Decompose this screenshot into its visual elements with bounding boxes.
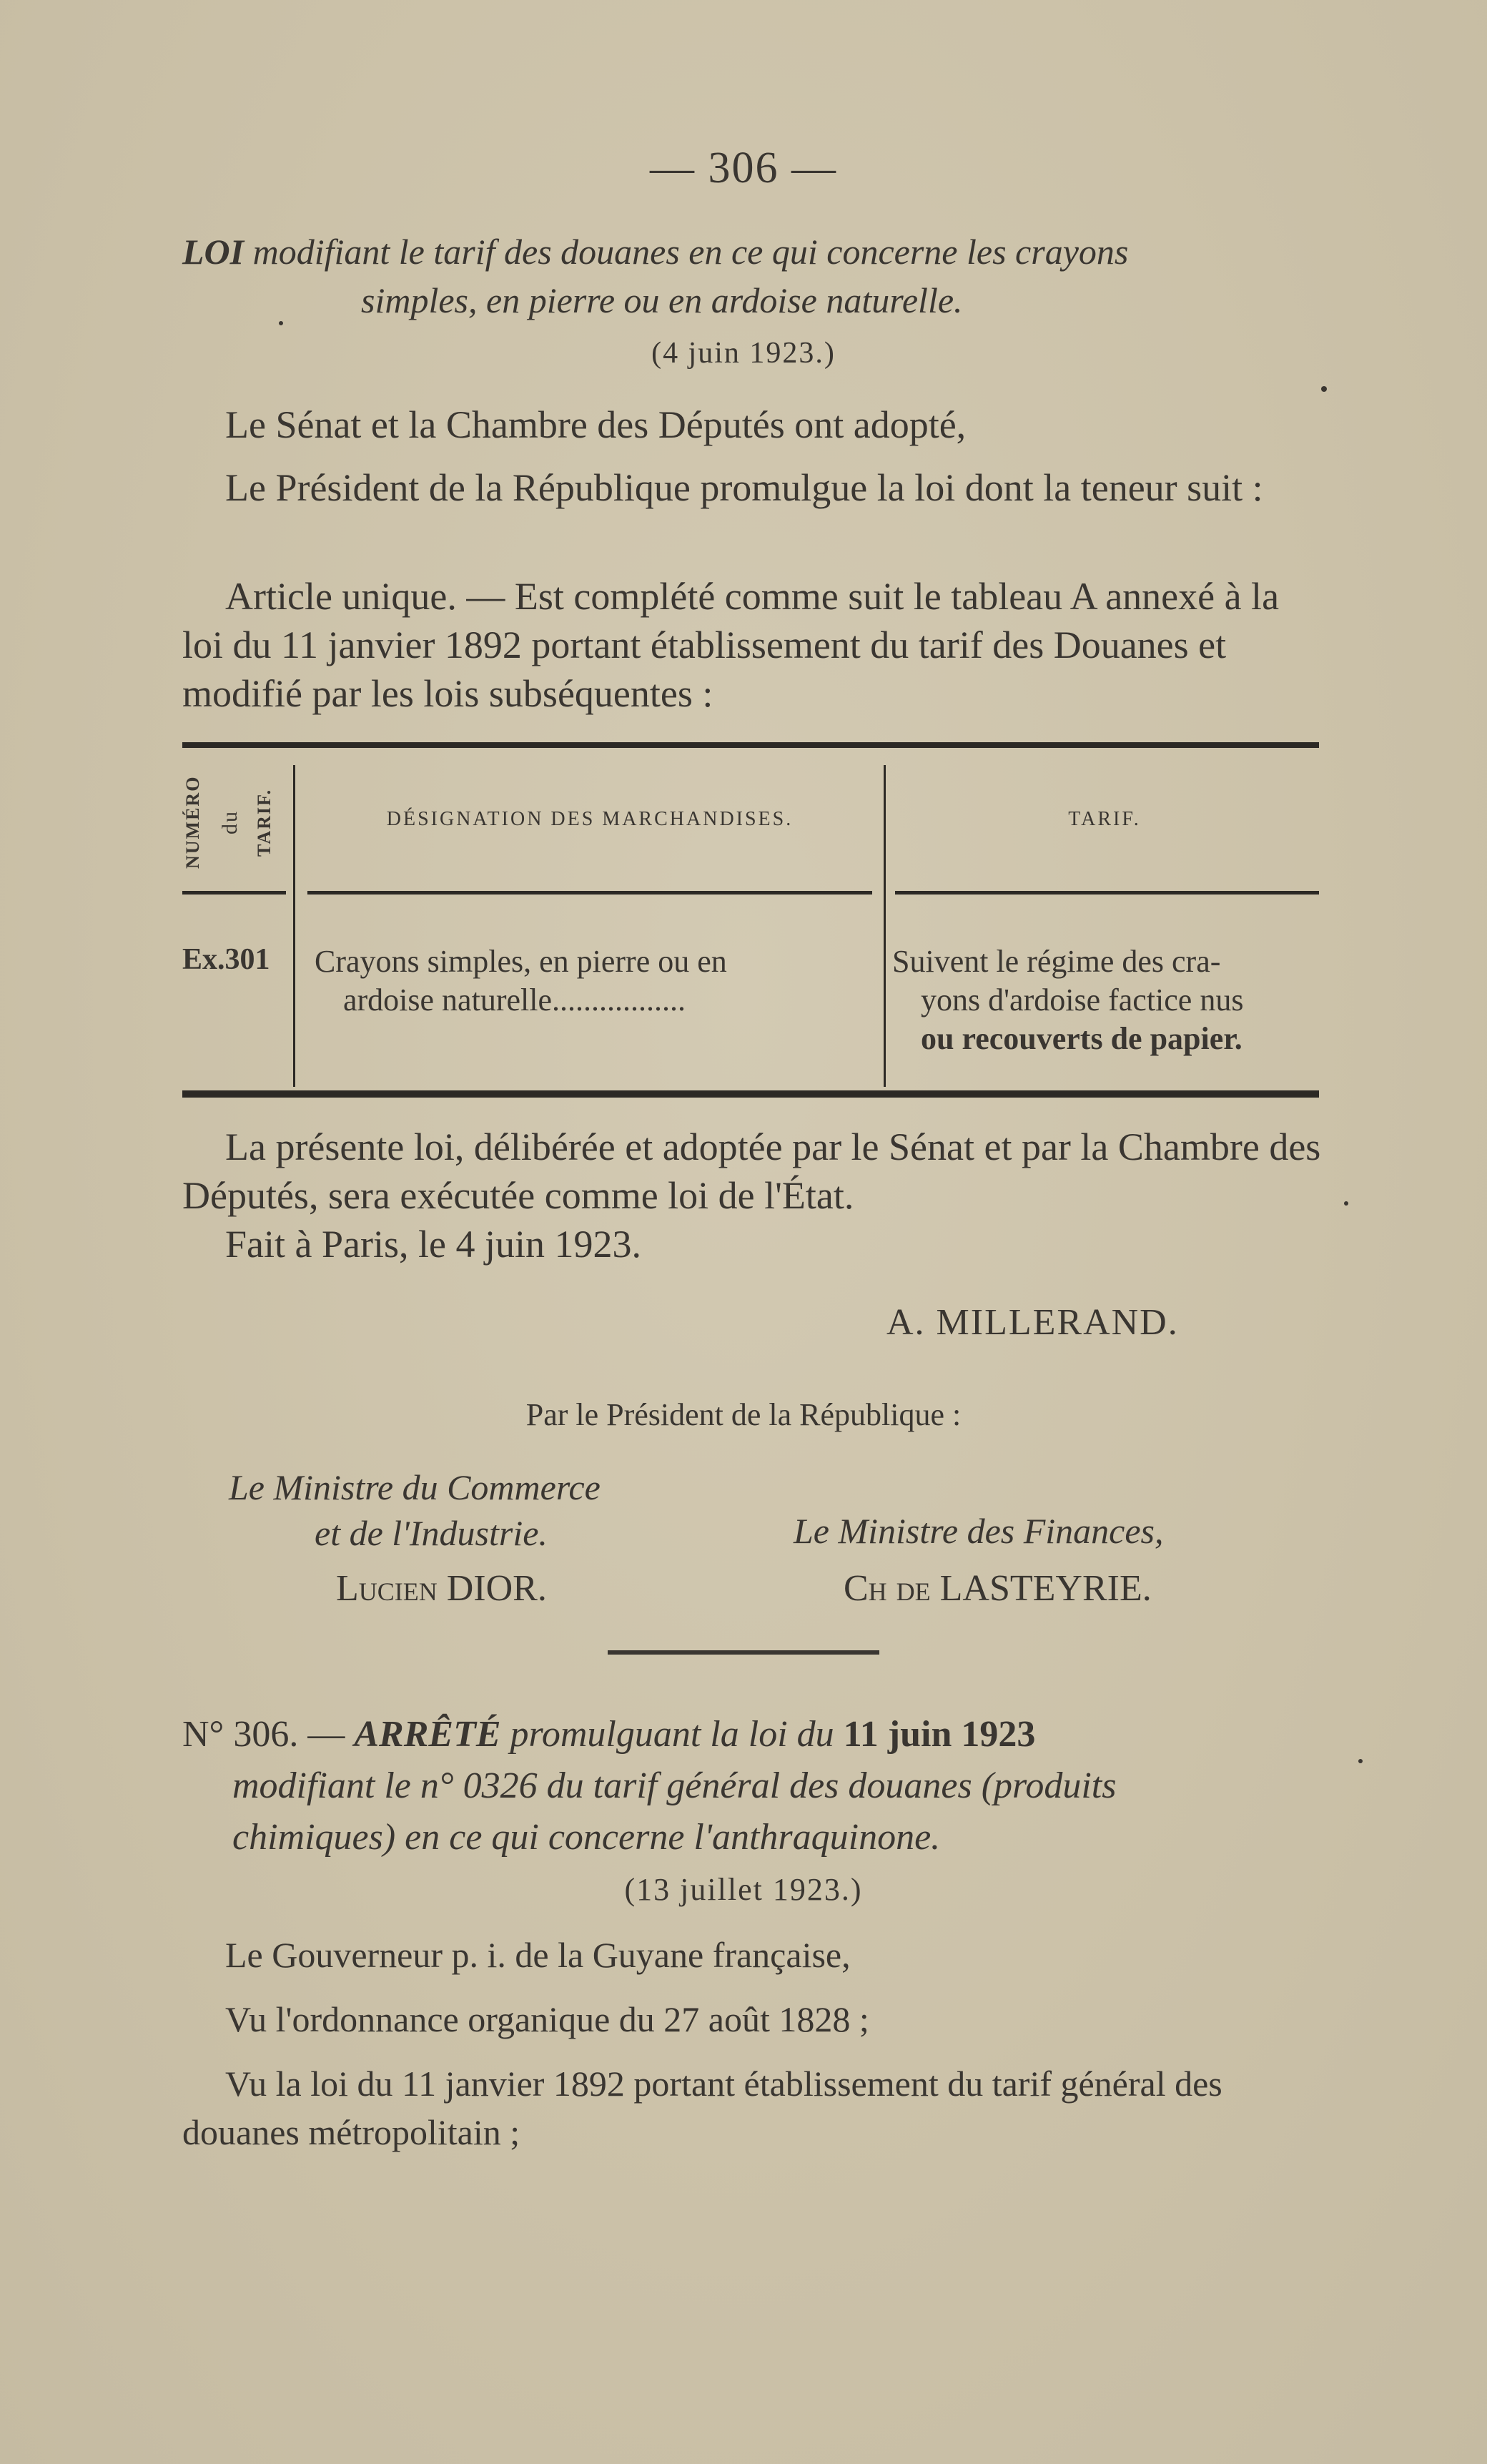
law-title-lead: LOI <box>182 232 244 272</box>
minister-commerce <box>229 1464 601 1556</box>
table-row-tarif <box>892 942 1321 1058</box>
closing-paragraph: La présente loi, délibérée et adoptée par le Sénat et par la Chambre des Députés, sera exécutée comme loi de l'État. <box>182 1125 1321 1217</box>
law-paragraph-2: Le Président de la République promulgue la loi dont la teneur suit : <box>225 466 1263 509</box>
header-num-1: NUMÉRO <box>182 775 203 869</box>
arrete-lead: ARRÊTÉ <box>354 1714 501 1755</box>
tarif-line-2: yons d'ardoise factice nus <box>921 982 1244 1017</box>
arrete-number: N° 306. — <box>182 1714 355 1755</box>
arrete-title-rest: promulguant la loi du <box>500 1714 844 1755</box>
header-underline-num <box>182 891 286 895</box>
arrete-paragraph-2: Vu l'ordonnance organique du 27 août 1828 ; <box>225 1999 869 2039</box>
page-number: — 306 — <box>650 144 837 192</box>
arrete-date: (13 juillet 1923.) <box>624 1872 863 1907</box>
minister-finances: Le Ministre des Finances, <box>794 1511 1164 1551</box>
law-paragraph-3: Article unique. — Est complété comme suit le tableau A annexé à la loi du 11 janvier 1892 portant établissement du tarif des Douanes et modifié par les lois subséquentes : <box>182 575 1280 715</box>
table-bottom-rule <box>182 1090 1319 1098</box>
law-title-rest: modifiant le tarif des douanes en ce qui concerne les crayons <box>244 232 1129 272</box>
law-title-line2: simples, en pierre ou en ardoise naturelle. <box>361 280 963 320</box>
paper-speck <box>1344 1201 1348 1206</box>
closing-place-date: Fait à Paris, le 4 juin 1923. <box>225 1223 641 1266</box>
designation-line-2: ardoise naturelle................. <box>343 982 686 1017</box>
table-header-tarif: TARIF. <box>1068 808 1141 830</box>
law-paragraph-1: Le Sénat et la Chambre des Députés ont adopté, <box>225 403 967 446</box>
signature-lasteyrie-first: Ch de <box>844 1568 931 1609</box>
table-header-number <box>182 769 290 876</box>
table-header-designation: DÉSIGNATION DES MARCHANDISES. <box>386 808 794 830</box>
table-divider-1 <box>293 765 295 1087</box>
arrete-title-line2: modifiant le n° 0326 du tarif général des douanes (produits <box>232 1765 1117 1806</box>
arrete-date-bold: 11 juin 1923 <box>843 1714 1036 1755</box>
tarif-line-3: ou recouverts de papier. <box>921 1021 1243 1056</box>
header-num-2: du <box>218 810 242 834</box>
president-signature: A. MILLERAND. <box>886 1302 1179 1343</box>
table-divider-2 <box>884 765 886 1087</box>
minister-commerce-line-2: et de l'Industrie. <box>315 1513 548 1553</box>
arrete-paragraph-1: Le Gouverneur p. i. de la Guyane française, <box>225 1935 851 1975</box>
paper-speck <box>279 321 283 325</box>
by-president: Par le Président de la République : <box>525 1397 962 1432</box>
header-num-3: TARIF. <box>254 788 275 857</box>
arrete-title <box>182 1709 1348 1863</box>
designation-line-1: Crayons simples, en pierre ou en <box>315 944 727 979</box>
signature-dior-first: Lucien <box>336 1568 438 1609</box>
table-row-designation <box>315 942 879 1020</box>
signature-lasteyrie-last: LASTEYRIE. <box>939 1568 1152 1609</box>
signature-lasteyrie <box>844 1567 1152 1610</box>
paper-speck <box>1321 386 1327 392</box>
signature-dior-last: DIOR. <box>446 1568 547 1609</box>
section-separator <box>608 1650 879 1655</box>
tarif-line-1: Suivent le régime des cra- <box>892 944 1221 979</box>
header-underline-tarif <box>895 891 1319 895</box>
law-title <box>182 227 1326 325</box>
signature-dior <box>336 1567 547 1610</box>
arrete-title-line3: chimiques) en ce qui concerne l'anthraquinone. <box>232 1817 941 1858</box>
law-date: (4 juin 1923.) <box>651 337 836 370</box>
table-row-num: Ex.301 <box>182 943 270 976</box>
header-underline-designation <box>307 891 872 895</box>
paper-speck <box>1358 1759 1363 1763</box>
arrete-paragraph-3: Vu la loi du 11 janvier 1892 portant établissement du tarif général des douanes métropolitain ; <box>182 2064 1222 2152</box>
minister-commerce-line-1: Le Ministre du Commerce <box>229 1467 601 1507</box>
table-top-rule <box>182 742 1319 748</box>
